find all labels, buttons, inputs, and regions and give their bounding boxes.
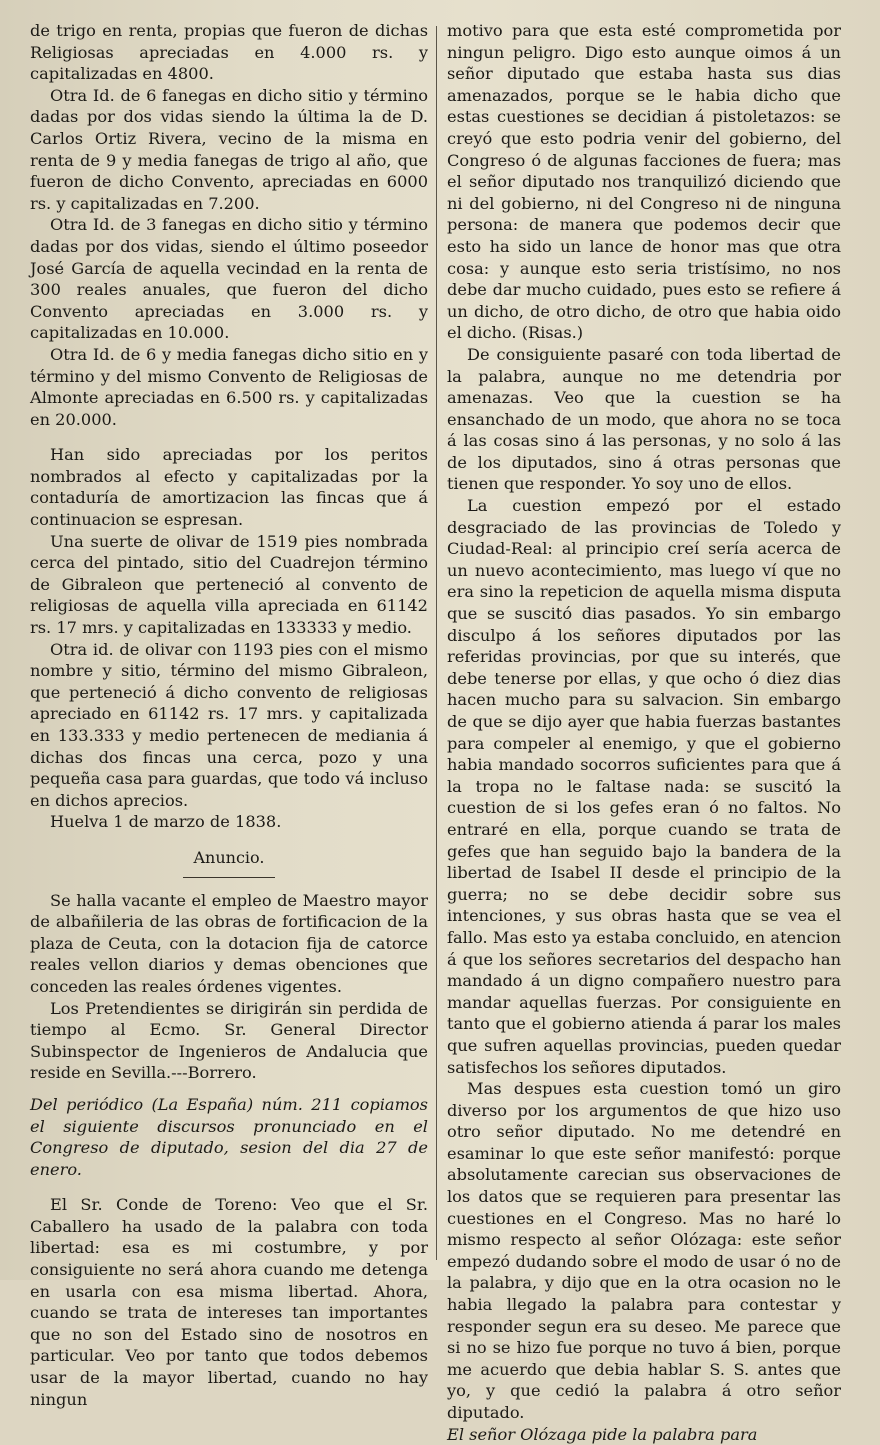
paragraph: Otra Id. de 3 fanegas en dicho sitio y término dadas por dos vidas, siendo el último poseedor José García de aquella vecindad en la renta de 300 reales anuales, que fueron del dicho Convento apreciadas en 3.000 rs. y capitalizadas en 10.000. [30, 215, 428, 343]
announcement-heading [30, 847, 428, 871]
paragraph: Han sido apreciadas por los peritos nombrados al efecto y capitalizadas por la contaduría de amortizacion las fincas que á continuacion se espresan. [30, 445, 428, 530]
paragraph: de trigo en renta, propias que fueron de dichas Religiosas apreciadas en 4.000 rs. y capitalizadas en 4800. [30, 21, 428, 84]
paragraph: Otra id. de olivar con 1193 pies con el mismo nombre y sitio, término del mismo Gibraleon, que perteneció á dicho convento de religiosas apreciado en 61142 rs. 17 mrs. y capitalizada en 133.333 y medio pertenecen de mediania á dichas dos fincas una cerca, pozo y una pequeña casa para guardas, que todo vá incluso en dichos aprecios. [30, 639, 428, 810]
paragraph: Otra Id. de 6 fanegas en dicho sitio y término dadas por dos vidas siendo la última la de D. Carlos Ortiz Rivera, vecino de la misma en renta de 9 y media fanegas de trigo al año, que fueron de dicho Convento, apreciadas en 6000 rs. y capitalizadas en 7.200. [30, 85, 428, 213]
paragraph: motivo para que esta esté comprometida por ningun peligro. Digo esto aunque oimos á un señor diputado que estaba hasta sus dias amenazados, porque se le habia dicho que estas cuestiones se decidian á pistoletazos: se creyó que esto podria venir del gobierno, del Congreso ó de algunas facciones de fuera; mas el señor diputado nos tranquilizó diciendo que ni del gobierno, ni del Congreso ni de ninguna persona: de manera que podemos decir que esto ha sido un lance de honor mas que otra cosa: y aunque esto seria tristísimo, no nos debe dar mucho cuidado, pues esto se refiere á un dicho, de otro dicho, de otro que habia oido el dicho. (Risas.) [447, 21, 841, 343]
announcement-title: Anuncio. [193, 847, 265, 867]
announcement-paragraph: Se halla vacante el empleo de Maestro mayor de albañileria de las obras de fortificacion de la plaza de Ceuta, con la dotacion fija de catorce reales vellon diarios y demas obenciones que conceden las reales órdenes vigentes. [30, 890, 428, 996]
paragraph: De consiguiente pasaré con toda libertad de la palabra, aunque no me detendria por amenazas. Veo que la cuestion se ha ensanchado de un modo, que ahora no se toca á las cosas sino á las personas, y no solo á las de los diputados, sino á otras personas que tienen que responder. Yo soy uno de ellos. [447, 344, 841, 494]
right-column [447, 20, 841, 1444]
announcement-paragraph: Los Pretendientes se dirigirán sin perdida de tiempo al Ecmo. Sr. General Director Subinspector de Ingenieros de Andalucia que reside en Sevilla.---Borrero. [30, 998, 428, 1083]
paragraph: Mas despues esta cuestion tomó un giro diverso por los argumentos de que hizo uso otro señor diputado. No me detendré en esaminar lo que este señor manifestó: porque absolutamente carecian sus observaciones de los datos que se requieren para presentar las cuestiones en el Congreso. Mas no haré lo mismo respecto al señor Olózaga: este señor empezó dudando sobre el modo de usar ó no de la palabra, y dijo que en la otra ocasion no le habia llegado la palabra para contestar y responder segun era su deseo. Me parece que si no se hizo fue porque no tuvo á bien, porque me acuerdo que debia hablar S. S. antes que yo, y que cedió la palabra á otro señor diputado. [447, 1079, 841, 1422]
source-note: Del periódico (La España) núm. 211 copiamos el siguiente discursos pronunciado en el Congreso de diputado, sesion del dia 27 de enero. [30, 1094, 428, 1179]
column-divider [436, 26, 437, 1260]
paragraph: Otra Id. de 6 y media fanegas dicho sitio en y término y del mismo Convento de Religiosas de Almonte apreciadas en 6.500 rs. y capitalizadas en 20.000. [30, 344, 428, 429]
speech-paragraph: El Sr. Conde de Toreno: Veo que el Sr. Caballero ha usado de la palabra con toda libertad: esa es mi costumbre, y por consiguiente no será ahora cuando me detenga en usarla con esa misma libertad. Ahora, cuando se trata de intereses tan importantes que no son del Estado sino de nosotros en particular. Veo por tanto que todos debemos usar de la mayor libertad, cuando no hay ningun [30, 1195, 428, 1409]
paragraph: Una suerte de olivar de 1519 pies nombrada cerca del pintado, sitio del Cuadrejon término de Gibraleon que perteneció al convento de religiosas de aquella villa apreciada en 61142 rs. 17 mrs. y capitalizadas en 133333 y medio. [30, 531, 428, 638]
date-line: Huelva 1 de marzo de 1838. [50, 812, 282, 832]
heading-rule [183, 877, 275, 878]
left-column [30, 20, 428, 1409]
closing-italic-line: El señor Olózaga pide la palabra para [447, 1424, 758, 1444]
paragraph: La cuestion empezó por el estado desgraciado de las provincias de Toledo y Ciudad-Real: al principio creí sería acerca de un nuevo acontecimiento, mas luego ví que no era sino la repeticion de aquella misma disputa que se suscitó dias pasados. Yo sin embargo disculpo á los señores diputados por las referidas provincias, por que su interés, que debe tenerse por ellas, y que ocho ó diez dias hacen mucho para su salvacion. Sin embargo de que se dijo ayer que habia fuerzas bastantes para compeler al enemigo, y que el gobierno habia mandado socorros suficientes para que á la tropa no le faltase nada: se suscitó la cuestion de si los gefes eran ó no faltos. No entraré en ella, porque cuando se trata de gefes que han seguido bajo la bandera de la libertad de Isabel II desde el principio de la guerra; no se debe decidir sobre sus intenciones, y sus obras hasta que se vea el fallo. Mas esto ya estaba concluido, en atencion á que los señores secretarios del despacho han mandado á un digno compañero nuestro para mandar aquellas fuerzas. Por consiguiente en tanto que el gobierno atienda á parar los males que sufren aquellas provincias, pueden quedar satisfechos los señores diputados. [447, 496, 841, 1077]
